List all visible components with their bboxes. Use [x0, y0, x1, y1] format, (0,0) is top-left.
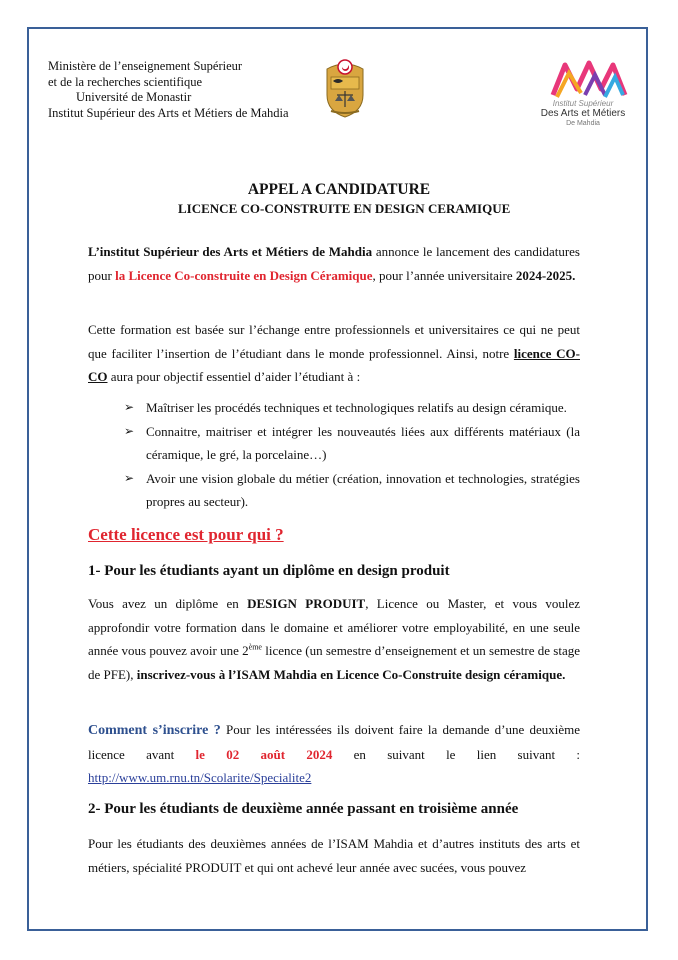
- intro-program: la Licence Co-construite en Design Céramique: [115, 267, 373, 283]
- logo-line-1: Institut Supérieur: [552, 99, 614, 108]
- university-name: Université de Monastir: [76, 90, 192, 104]
- intro-text-2: , pour l’année universitaire: [372, 267, 516, 283]
- section-1-heading: 1- Pour les étudiants ayant un diplôme en design produit: [88, 563, 450, 579]
- document-title: APPEL A CANDIDATURE: [247, 181, 431, 198]
- registration-link[interactable]: http://www.um.rnu.tn/Scolarite/Specialite2: [88, 770, 312, 785]
- list-item: [124, 420, 580, 467]
- section-2-paragraph: Pour les étudiants des deuxièmes années de l’ISAM Mahdia et d’autres instituts des arts et métiers, spécialité PRODUIT et qui ont achevé leur année avec sucées, vous pouvez: [88, 836, 580, 875]
- licence-coco: licence CO-CO: [88, 345, 580, 384]
- objective-text: Avoir une vision globale du métier (création, innovation et technologies, stratégies propres au secteur).: [146, 470, 580, 509]
- s1-cta: inscrivez-vous à l’ISAM Mahdia en Licence Co-Construite design céramique.: [136, 666, 566, 682]
- ministry-line-2: et de la recherches scientifique: [48, 74, 203, 89]
- intro-paragraph: [88, 240, 580, 287]
- institute-name: Institut Supérieur des Arts et Métiers de Mahdia: [48, 105, 289, 120]
- arrowhead-bullet-icon: ➢: [124, 423, 135, 438]
- ministry-header: [48, 59, 289, 121]
- tunisia-coat-of-arms-icon: [321, 55, 369, 119]
- s1-text-d: licence (un semestre d’enseignement et un semestre de stage de PFE),: [88, 643, 581, 682]
- intro-institute: L’institut Supérieur des Arts et Métiers de Mahdia: [88, 244, 373, 259]
- s1-design-produit: DESIGN PRODUIT: [247, 596, 366, 611]
- list-item: [124, 467, 580, 514]
- how-to-register-label: Comment s’inscrire ?: [88, 723, 221, 738]
- how-text-b: en suivant le lien suivant :: [332, 746, 580, 762]
- logo-line-3: De Mahdia: [566, 120, 600, 127]
- section-1-paragraph: [88, 592, 580, 686]
- arrowhead-bullet-icon: ➢: [124, 400, 135, 414]
- s1-superscript: ème: [248, 642, 262, 652]
- description-text-2: aura pour objectif essentiel d’aider l’étudiant à :: [107, 369, 361, 384]
- list-item: [124, 396, 580, 420]
- description-paragraph: [88, 318, 580, 389]
- description-text-1: Cette formation est basée sur l’échange entre professionnels et universitaires ce qui ne peut que faciliter l’insertion de l’étudiant dans le monde professionnel. Ainsi, notre: [88, 322, 580, 361]
- objectives-list: [124, 396, 580, 514]
- registration-paragraph: [88, 718, 580, 790]
- how-text-a: Pour les intéressées ils doivent faire la demande d’une deuxième licence avant: [88, 722, 580, 762]
- ministry-line-1: Ministère de l’enseignement Supérieur: [48, 59, 243, 73]
- logo-line-2: Des Arts et Métiers: [540, 108, 626, 119]
- section-2-heading: 2- Pour les étudiants de deuxième année passant en troisième année: [88, 801, 519, 817]
- arrowhead-bullet-icon: ➢: [124, 470, 135, 485]
- objective-text: Connaitre, maitriser et intégrer les nouveautés liées aux différents matériaux (la céramique, le gré, la porcelaine…): [146, 423, 580, 462]
- objective-text: Maîtriser les procédés techniques et technologiques relatifs au design céramique.: [146, 400, 567, 415]
- institute-logo: [535, 55, 631, 135]
- mountain-logo-icon: [535, 55, 631, 101]
- section-title: Cette licence est pour qui ?: [88, 525, 284, 544]
- intro-text-1: annonce le lancement des candidatures pour: [88, 244, 580, 283]
- document-subtitle: LICENCE CO-CONSTRUITE EN DESIGN CERAMIQUE: [178, 201, 511, 216]
- s1-text-a: Vous avez un diplôme en: [88, 596, 248, 611]
- s1-text-c: , Licence ou Master, et vous voulez approfondir votre formation dans le domaine et améliorer votre employabilité, en une seule année vous pouvez avoir une 2: [88, 596, 580, 658]
- deadline: le 02 août 2024: [195, 746, 333, 762]
- intro-year: 2024-2025.: [515, 267, 576, 283]
